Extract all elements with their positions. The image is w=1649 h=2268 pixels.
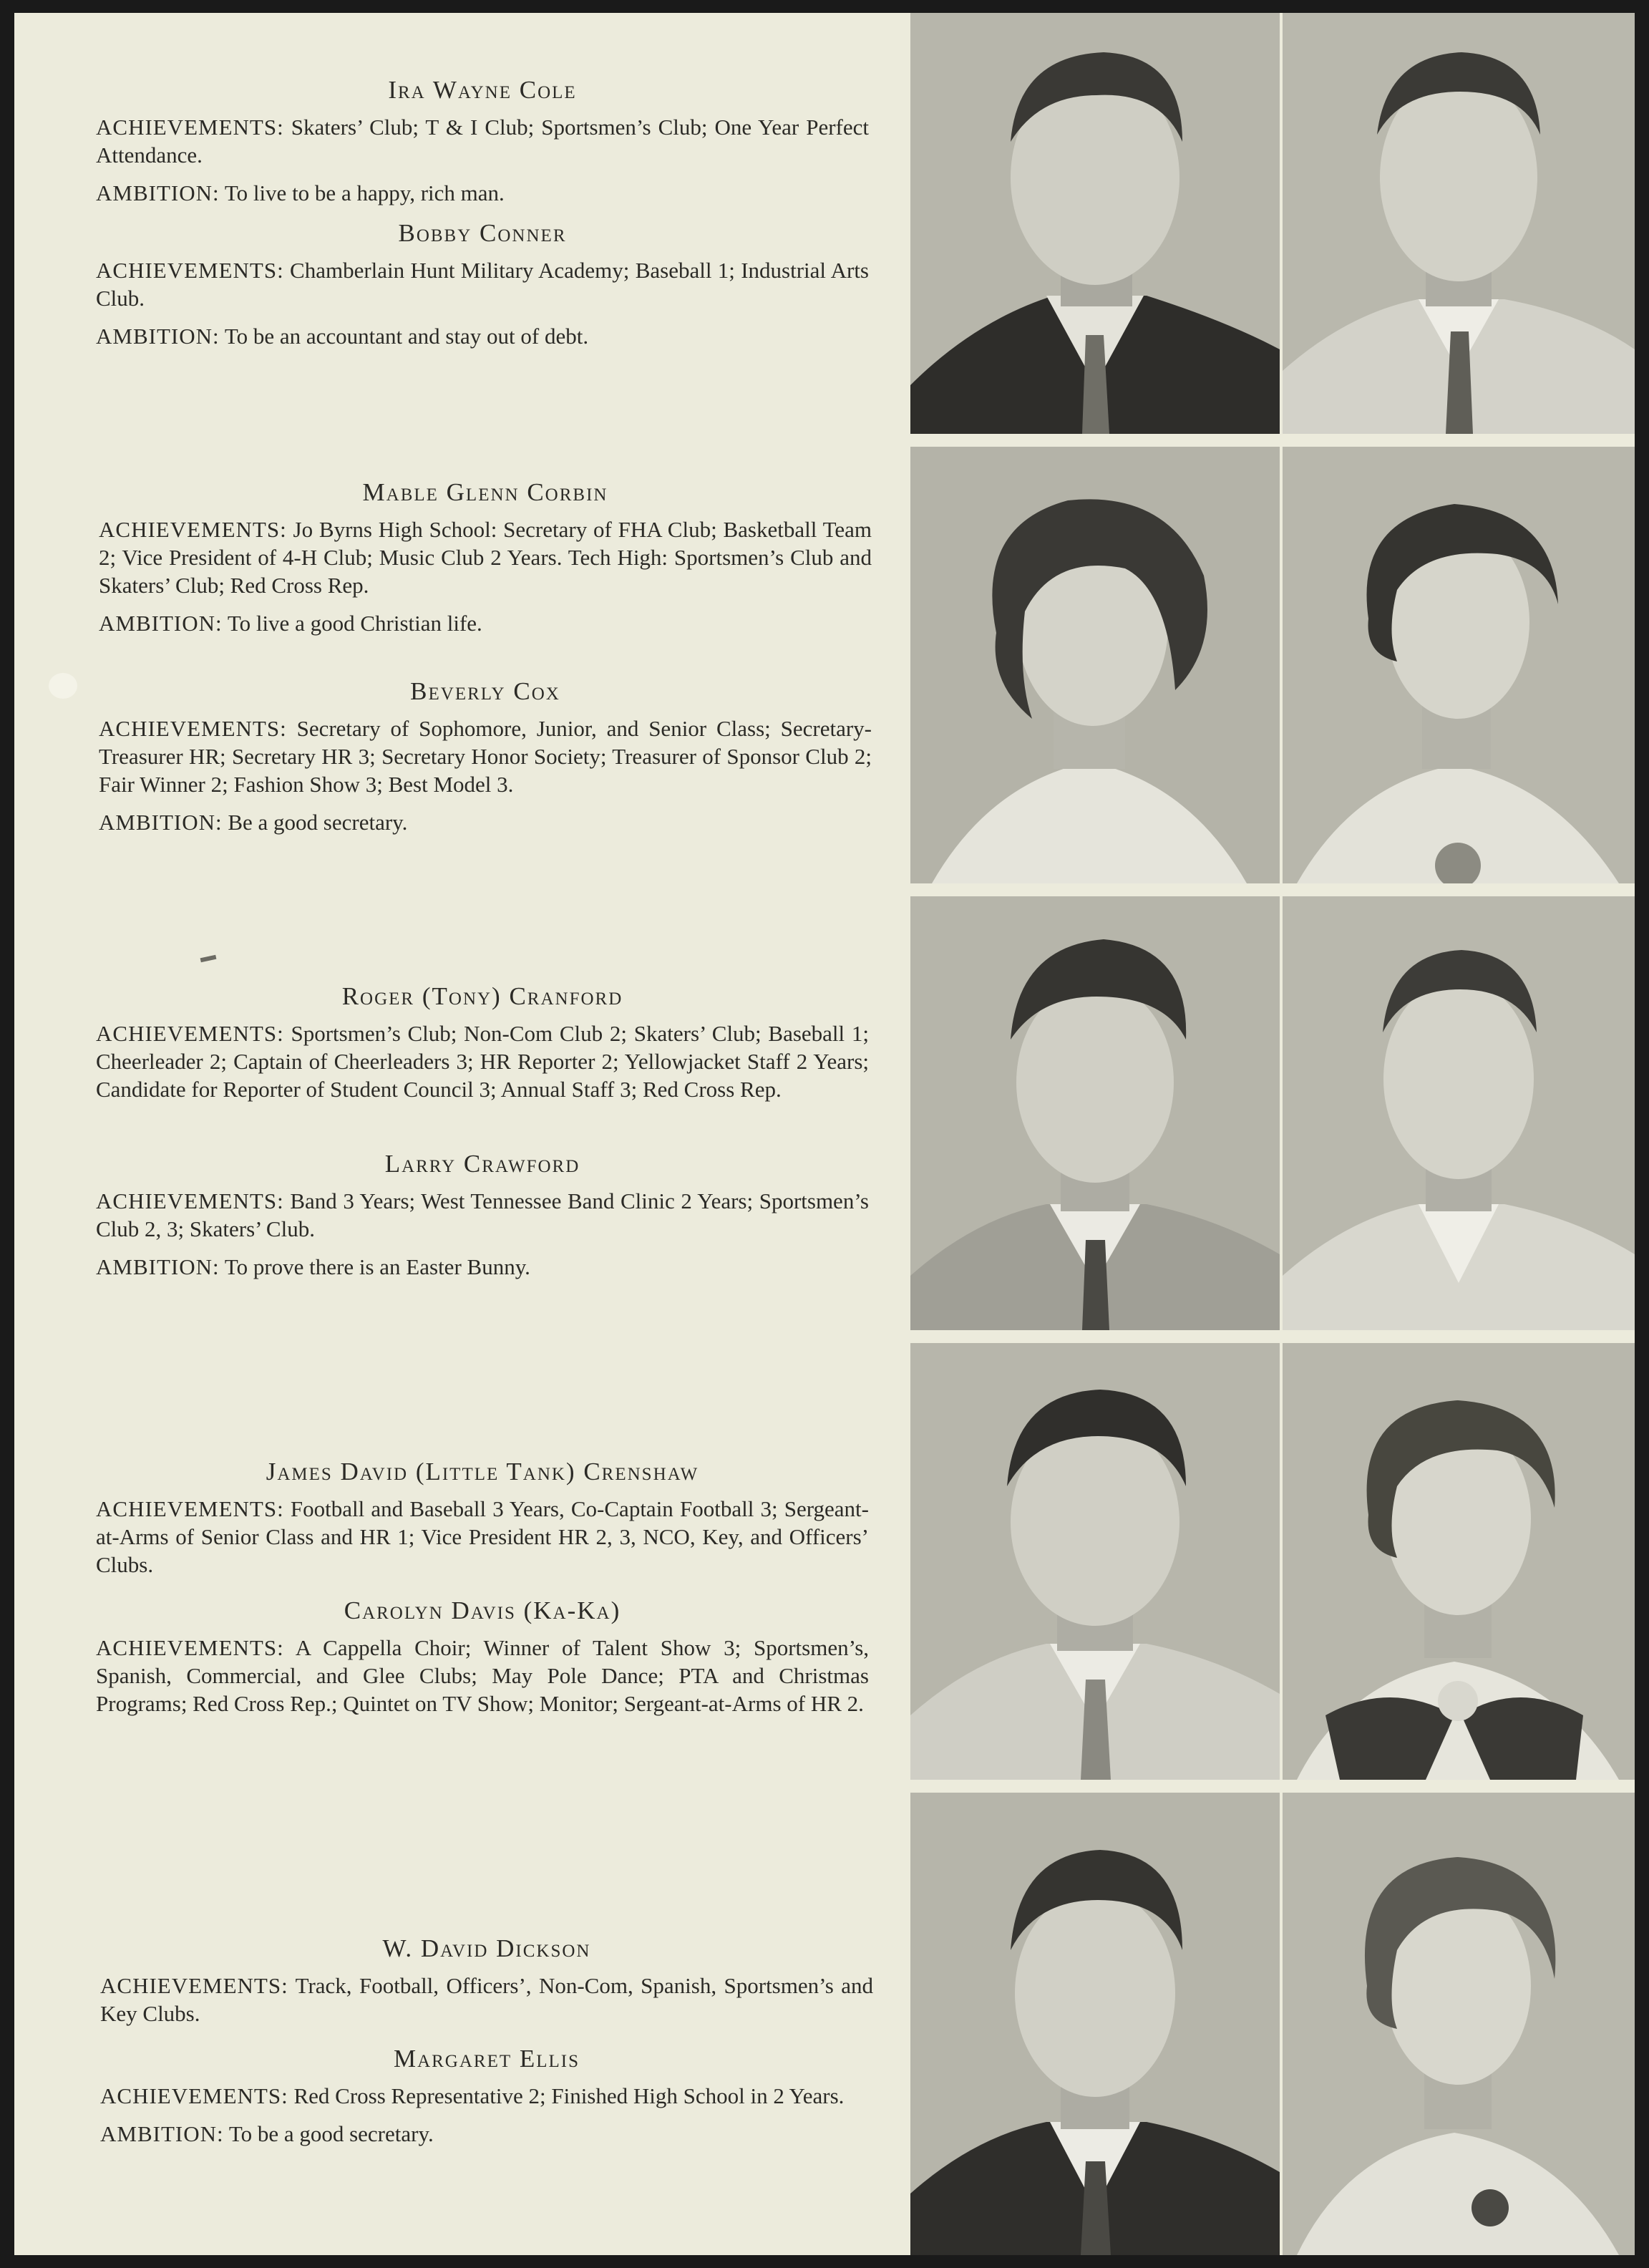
paper-smudge bbox=[49, 673, 77, 699]
ambition-label: AMBITION: bbox=[96, 1254, 220, 1279]
ambition-value: To be a good secretary. bbox=[228, 2121, 434, 2146]
ambition-text bbox=[96, 1253, 869, 1281]
student-entry-roger-cranford bbox=[96, 982, 869, 1113]
student-entry-bobby-conner bbox=[96, 219, 869, 360]
ambition-text bbox=[100, 2120, 873, 2148]
achievements-text bbox=[99, 714, 872, 798]
achievements-value: Track, Football, Officers’, Non-Com, Spanish, Sportsmen’s and Key Clubs. bbox=[100, 1973, 873, 2026]
achievements-label: ACHIEVEMENTS: bbox=[96, 1496, 284, 1521]
achievements-value: Sportsmen’s Club; Non-Com Club 2; Skaters’ Club; Baseball 1; Cheerleader 2; Captain of Cheerleaders 3; HR Reporter 2; Yellowjacket Staff 2 Years; Candidate for Reporter of Student Council 3; Annual Staff 3; Red Cross Rep. bbox=[96, 1021, 870, 1102]
ambition-text bbox=[99, 609, 872, 637]
achievements-value: A Cappella Choir; Winner of Talent Show 3; Sportsmen’s, Spanish, Commercial, and Glee Clubs; May Pole Dance; PTA and Christmas Programs; Red Cross Rep.; Quintet on TV Show; Monitor; Sergeant-at-Arms of HR 2. bbox=[96, 1635, 870, 1716]
student-entry-margaret-ellis bbox=[100, 2045, 873, 2158]
portrait-bobby-conner bbox=[1283, 13, 1635, 434]
student-entry-w-david-dickson bbox=[100, 1934, 873, 2037]
achievements-text bbox=[96, 1019, 869, 1103]
student-name: Ira Wayne Cole bbox=[388, 76, 577, 104]
student-entry-james-david-crenshaw bbox=[96, 1458, 869, 1589]
achievements-text bbox=[96, 113, 869, 169]
portrait-roger-cranford bbox=[910, 896, 1280, 1330]
biography-column bbox=[14, 13, 909, 2255]
portrait-w-david-dickson bbox=[910, 1793, 1280, 2255]
achievements-label: ACHIEVEMENTS: bbox=[99, 716, 287, 741]
achievements-label: ACHIEVEMENTS: bbox=[96, 1021, 284, 1046]
achievements-text bbox=[96, 256, 869, 312]
portrait-larry-crawford bbox=[1283, 896, 1635, 1330]
achievements-text bbox=[96, 1495, 869, 1579]
student-entry-beverly-cox bbox=[99, 677, 872, 846]
student-name: James David (Little Tank) Crenshaw bbox=[266, 1458, 699, 1486]
stray-ink-mark bbox=[200, 955, 217, 962]
portrait-grid bbox=[910, 13, 1635, 2255]
student-entry-ira-wayne-cole bbox=[96, 76, 869, 217]
achievements-value: Football and Baseball 3 Years, Co-Captain Football 3; Sergeant-at-Arms of Senior Class and HR 1; Vice President HR 2, 3, NCO, Key, and Officers’ Clubs. bbox=[96, 1496, 869, 1577]
achievements-text bbox=[100, 2082, 873, 2110]
ambition-label: AMBITION: bbox=[96, 180, 220, 205]
ambition-label: AMBITION: bbox=[100, 2121, 224, 2146]
portrait-carolyn-davis bbox=[1283, 1343, 1635, 1780]
portrait-mable-glenn-corbin bbox=[910, 447, 1280, 883]
achievements-text bbox=[96, 1187, 869, 1243]
achievements-text bbox=[99, 515, 872, 599]
ambition-value: To prove there is an Easter Bunny. bbox=[224, 1254, 530, 1279]
achievements-value: Band 3 Years; West Tennessee Band Clinic 2 Years; Sportsmen’s Club 2, 3; Skaters’ Club. bbox=[96, 1188, 869, 1241]
ambition-value: To be an accountant and stay out of debt. bbox=[224, 324, 589, 349]
student-name: Carolyn Davis (Ka-Ka) bbox=[344, 1596, 621, 1624]
achievements-value: Red Cross Representative 2; Finished High School in 2 Years. bbox=[293, 2083, 845, 2108]
student-name: Bobby Conner bbox=[398, 219, 567, 247]
achievements-value: Chamberlain Hunt Military Academy; Baseball 1; Industrial Arts Club. bbox=[96, 258, 869, 311]
achievements-label: ACHIEVEMENTS: bbox=[99, 517, 287, 542]
student-name: W. David Dickson bbox=[382, 1934, 591, 1962]
achievements-label: ACHIEVEMENTS: bbox=[100, 1973, 288, 1998]
student-entry-mable-glenn-corbin bbox=[99, 478, 872, 647]
student-entry-carolyn-davis bbox=[96, 1596, 869, 1727]
achievements-value: Skaters’ Club; T & I Club; Sportsmen’s Club; One Year Perfect Attendance. bbox=[96, 115, 869, 168]
achievements-label: ACHIEVEMENTS: bbox=[96, 258, 284, 283]
achievements-value: Secretary of Sophomore, Junior, and Senior Class; Secretary-Treasurer HR; Secretary HR 3; Secretary Honor Society; Treasurer of Sponsor Club 2; Fair Winner 2; Fashion Show 3; Best Model 3. bbox=[99, 716, 872, 797]
ambition-label: AMBITION: bbox=[99, 810, 223, 835]
portrait-margaret-ellis bbox=[1283, 1793, 1635, 2255]
achievements-label: ACHIEVEMENTS: bbox=[100, 2083, 288, 2108]
ambition-value: To live to be a happy, rich man. bbox=[224, 180, 505, 205]
ambition-value: To live a good Christian life. bbox=[227, 611, 482, 636]
portrait-beverly-cox bbox=[1283, 447, 1635, 883]
student-name: Beverly Cox bbox=[410, 677, 560, 705]
achievements-label: ACHIEVEMENTS: bbox=[96, 1188, 284, 1213]
portrait-ira-wayne-cole bbox=[910, 13, 1280, 434]
achievements-text bbox=[100, 1972, 873, 2027]
achievements-label: ACHIEVEMENTS: bbox=[96, 1635, 284, 1660]
portrait-james-david-crenshaw bbox=[910, 1343, 1280, 1780]
student-name: Mable Glenn Corbin bbox=[362, 478, 608, 506]
achievements-label: ACHIEVEMENTS: bbox=[96, 115, 284, 140]
student-name: Margaret Ellis bbox=[393, 2045, 580, 2073]
ambition-label: AMBITION: bbox=[99, 611, 223, 636]
student-entry-larry-crawford bbox=[96, 1150, 869, 1291]
achievements-value: Jo Byrns High School: Secretary of FHA Club; Basketball Team 2; Vice President of 4-H Club; Music Club 2 Years. Tech High: Sportsmen’s Club and Skaters’ Club; Red Cross Rep. bbox=[99, 517, 872, 598]
ambition-text bbox=[96, 179, 869, 207]
yearbook-page bbox=[14, 13, 1635, 2255]
ambition-value: Be a good secretary. bbox=[228, 810, 408, 835]
ambition-label: AMBITION: bbox=[96, 324, 220, 349]
achievements-text bbox=[96, 1634, 869, 1717]
student-name: Larry Crawford bbox=[384, 1150, 580, 1178]
student-name: Roger (Tony) Cranford bbox=[341, 982, 623, 1010]
ambition-text bbox=[96, 322, 869, 350]
ambition-text bbox=[99, 808, 872, 836]
